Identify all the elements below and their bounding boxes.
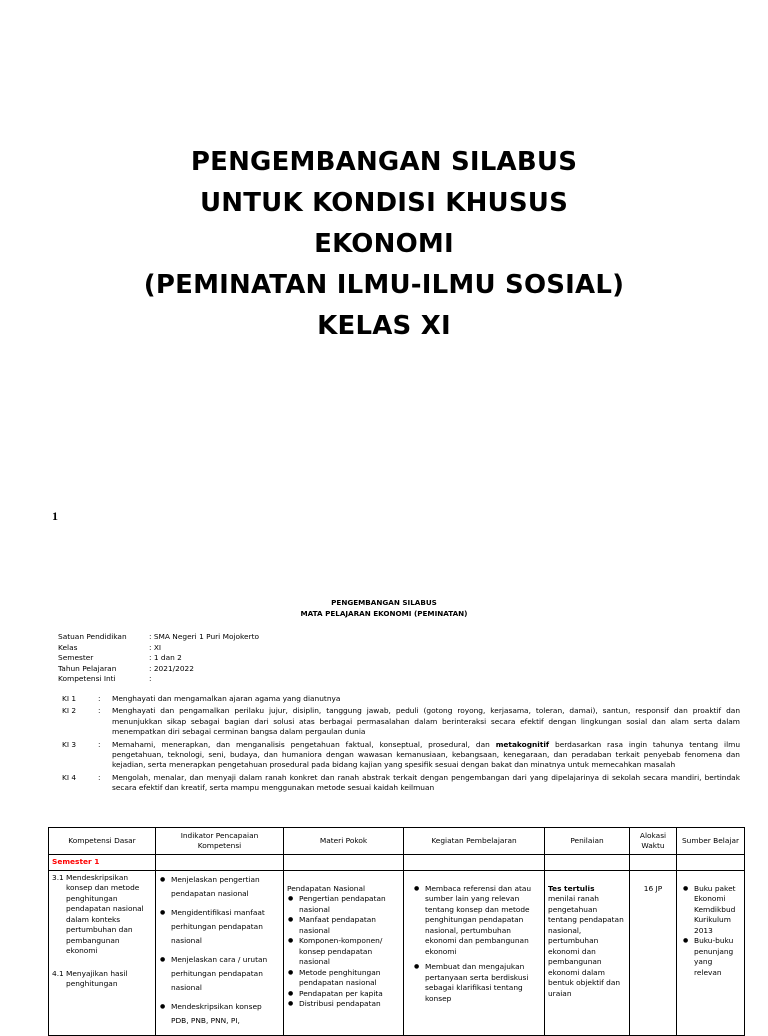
table-cell: [156, 855, 284, 871]
syllabus-table: [48, 827, 745, 1036]
ki-item: [58, 694, 740, 704]
identity-row: [58, 653, 259, 664]
list-item: ● Pengertian pendapatan nasional: [299, 894, 400, 915]
table-cell: [677, 855, 745, 871]
penilaian-cell: [545, 870, 630, 1035]
column-header: Materi Pokok: [284, 828, 404, 855]
table-cell: [284, 855, 404, 871]
list-item: ● Membuat dan mengajukan pertanyaan serta berdiskusi sebagai klarifikasi tentang konsep: [425, 962, 541, 1004]
semester-row: [49, 855, 745, 871]
cover-title-line: EKONOMI: [314, 229, 454, 259]
identity-row: [58, 632, 259, 643]
ki-text: [112, 740, 740, 771]
table-cell: [545, 855, 630, 871]
ki-text-part: Memahami, menerapkan, dan menganalisis pengetahuan faktual, konseptual, prosedural, dan: [112, 739, 496, 749]
materi-title: Pendapatan Nasional: [287, 883, 366, 893]
ki-colon: :: [98, 772, 101, 782]
identity-value: : 1 dan 2: [149, 653, 182, 662]
kompetensi-dasar-cell: [49, 870, 156, 1035]
identity-value: : SMA Negeri 1 Puri Mojokerto: [149, 632, 260, 641]
table-cell: [404, 855, 545, 871]
list-item: ● Metode penghitungan pendapatan nasional: [299, 968, 400, 989]
cover-title: [0, 142, 768, 347]
indikator-cell: [156, 870, 284, 1035]
kegiatan-cell: [404, 870, 545, 1035]
list-item: ● Pendapatan per kapita: [299, 989, 400, 1000]
semester-label: Semester 1: [49, 855, 156, 871]
identity-value: :: [149, 674, 152, 683]
kd-number: 3.1: [52, 872, 64, 882]
list-item: ● Menjelaskan cara / urutan perhitungan pendapatan nasional: [171, 953, 280, 995]
kompetensi-inti-list: [58, 694, 740, 796]
alokasi-cell: [630, 870, 677, 1035]
materi-list: [287, 894, 400, 1010]
cover-title-line: KELAS XI: [317, 311, 451, 341]
identity-row: [58, 674, 259, 685]
identity-label: Satuan Pendidikan: [58, 632, 127, 641]
kd-item: [52, 873, 152, 957]
identity-label: Semester: [58, 653, 94, 662]
ki-text-bold: metakognitif: [495, 739, 550, 749]
ki-text: Menghayati dan pengamalkan perilaku jujur, disiplin, tanggung jawab, peduli (gotong royong, kerjasama, toleran, damai), santun, responsif dan proaktif dan menunjukkan sikap sebagai bagian dari solusi atas berbagai permasalahan dalam berinteraksi secara efektif dengan lingkungan sosial dan alam serta dalam menempatkan diri sebagai cerminan bangsa dalam pergaulan dunia: [112, 706, 740, 737]
list-item: ● Membaca referensi dan atau sumber lain yang relevan tentang konsep dan metode penghitungan pendapatan nasional, pertumbuhan ekonomi dan pembangunan ekonomi: [425, 884, 541, 958]
identity-value: : XI: [149, 642, 162, 652]
ki-colon: :: [98, 694, 101, 703]
table-header-row: [49, 828, 745, 855]
list-item: ● Distribusi pendapatan: [299, 999, 400, 1010]
identity-label: Kompetensi Inti: [58, 674, 116, 683]
kegiatan-list: [407, 884, 541, 1005]
column-header: Indikator Pencapaian Kompetensi: [156, 828, 284, 855]
ki-code: KI 4: [62, 772, 77, 782]
identity-row: [58, 643, 259, 654]
ki-code: KI 3: [62, 739, 77, 749]
identity-label: Kelas: [58, 642, 78, 652]
document-header: [0, 597, 768, 619]
ki-code: KI 1: [62, 694, 77, 703]
penilaian-title: Tes tertulis: [548, 883, 595, 893]
list-item: ● Komponen-komponen/ konsep pendapatan nasional: [299, 936, 400, 968]
cover-title-line: PENGEMBANGAN SILABUS: [190, 147, 578, 177]
list-item: ● Menjelaskan pengertian pendapatan nasional: [171, 873, 280, 901]
indikator-list: [159, 873, 280, 1028]
identity-block: [58, 632, 259, 685]
document-header-subtitle: MATA PELAJARAN EKONOMI (PEMINATAN): [300, 609, 468, 618]
identity-row: [58, 664, 259, 675]
page-number: 1: [52, 509, 58, 523]
column-header: Sumber Belajar: [677, 828, 745, 855]
ki-item: [58, 706, 740, 737]
ki-item: [58, 740, 740, 771]
materi-pokok-cell: [284, 870, 404, 1035]
list-item: ● Buku-buku penunjang yang relevan: [694, 936, 741, 978]
kd-item: [52, 969, 152, 990]
column-header: Kompetensi Dasar: [49, 828, 156, 855]
alokasi-value: 16 JP: [643, 883, 663, 893]
ki-code: KI 2: [62, 706, 77, 716]
ki-text-part: berdasarkan rasa ingin tahunya tentang ilmu pengetahuan, teknologi, seni, budaya, dan humaniora dengan wawasan kemanusiaan, kebangsaan, kenegaraan, dan peradaban terkait penyebab fenomena dan kejadian, serta menerapkan pengetahuan prosedural pada bidang kajian yang spesifik sesuai dengan bakat dan minatnya untuk memecahkan masalah: [112, 739, 741, 770]
column-header: Penilaian: [545, 828, 630, 855]
ki-colon: :: [98, 706, 101, 716]
cover-title-line: (PEMINATAN ILMU-ILMU SOSIAL): [143, 270, 625, 300]
kd-text: Mendeskripsikan konsep dan metode penghitungan pendapatan nasional dalam konteks pertumbuhan dan pembangunan ekonomi: [66, 872, 144, 955]
list-item: ● Buku paket Ekonomi Kemdikbud Kurikulum 2013: [694, 884, 741, 937]
sumber-cell: [677, 870, 745, 1035]
sumber-list: [680, 884, 741, 979]
ki-text: Mengolah, menalar, dan menyaji dalam ranah konkret dan ranah abstrak terkait dengan pengembangan dari yang dipelajarinya di sekolah secara mandiri, bertindak secara efektif dan kreatif, serta mampu menggunakan metode sesuai kaidah keilmuan: [112, 772, 740, 793]
column-header: Kegiatan Pembelajaran: [404, 828, 545, 855]
identity-value: : 2021/2022: [149, 663, 194, 673]
kd-text: Menyajikan hasil penghitungan: [66, 968, 128, 988]
table-row: [49, 870, 745, 1035]
kd-number: 4.1: [52, 968, 64, 978]
identity-label: Tahun Pelajaran: [58, 663, 117, 673]
list-item: ● Mengidentifikasi manfaat perhitungan pendapatan nasional: [171, 906, 280, 948]
ki-item: [58, 773, 740, 794]
ki-text: Menghayati dan mengamalkan ajaran agama yang dianutnya: [112, 694, 341, 703]
table-cell: [630, 855, 677, 871]
list-item: ● Mendeskripsikan konsep PDB, PNB, PNN, PI,: [171, 1000, 280, 1028]
ki-colon: :: [98, 739, 101, 749]
document-header-title: PENGEMBANGAN SILABUS: [331, 598, 437, 607]
column-header: Alokasi Waktu: [630, 828, 677, 855]
list-item: ● Manfaat pendapatan nasional: [299, 915, 400, 936]
cover-title-line: UNTUK KONDISI KHUSUS: [199, 188, 569, 218]
penilaian-text: menilai ranah pengetahuan tentang pendapatan nasional, pertumbuhan ekonomi dan pembangunan ekonomi dalam bentuk objektif dan uraian: [548, 894, 624, 998]
